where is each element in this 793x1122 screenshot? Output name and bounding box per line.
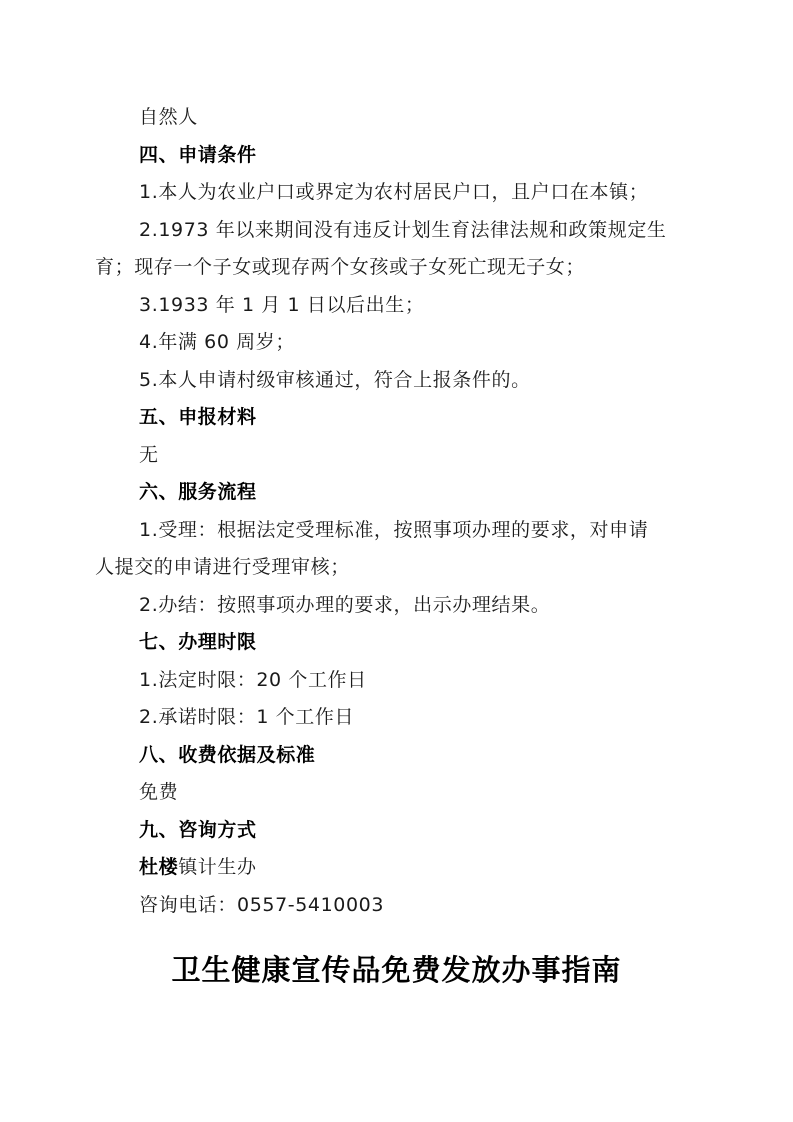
section-heading: 七、办理时限: [139, 631, 257, 653]
section-heading: 六、服务流程: [139, 481, 257, 503]
text-line: 免费: [139, 781, 179, 803]
text-line: 自然人: [139, 106, 198, 128]
text-line: 人提交的申请进行受理审核；: [95, 556, 350, 578]
text-line: 无: [139, 444, 159, 466]
text-line: 4.年满 60 周岁；: [139, 331, 295, 353]
text-line: 3.1933 年 1 月 1 日以后出生；: [139, 294, 425, 316]
section-heading: 四、申请条件: [139, 144, 257, 166]
contact-phone: 咨询电话：0557-5410003: [139, 894, 385, 916]
text-line: 育；现存一个子女或现存两个女孩或子女死亡现无子女；: [95, 256, 586, 278]
section-heading: 五、申报材料: [139, 406, 257, 428]
text-line: 杜楼镇计生办: [139, 856, 257, 878]
text-line: 1.受理：根据法定受理标准，按照事项办理的要求，对申请: [139, 519, 649, 541]
section-heading: 八、收费依据及标准: [139, 744, 316, 766]
guide-title: 卫生健康宣传品免费发放办事指南: [171, 953, 622, 987]
section-heading: 九、咨询方式: [139, 819, 257, 841]
text-line: 1.本人为农业户口或界定为农村居民户口，且户口在本镇；: [139, 181, 649, 203]
text-line: 2.承诺时限：1 个工作日: [139, 706, 355, 728]
text-line: 1.法定时限：20 个工作日: [139, 669, 367, 691]
town-name: 杜楼: [139, 856, 179, 878]
text-line: 5.本人申请村级审核通过，符合上报条件的。: [139, 369, 531, 391]
text-line: 2.办结：按照事项办理的要求，出示办理结果。: [139, 594, 551, 616]
text-line: 2.1973 年以来期间没有违反计划生育法律法规和政策规定生: [139, 219, 667, 241]
